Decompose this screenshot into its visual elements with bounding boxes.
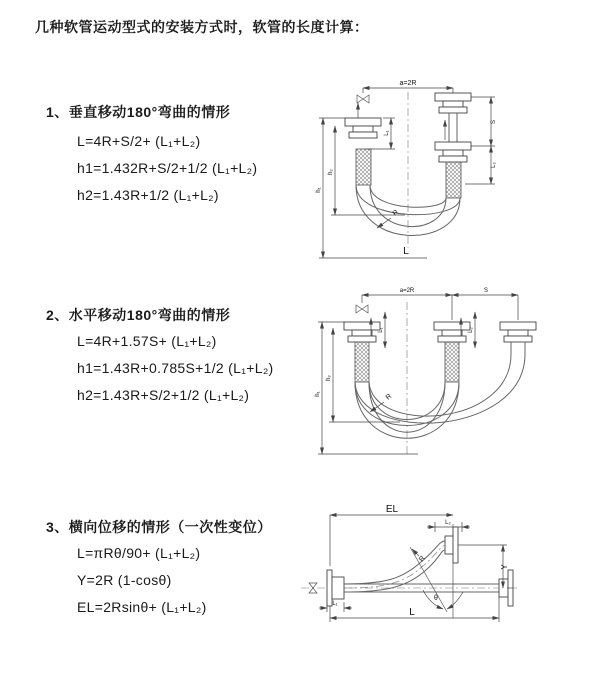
dimension-l1: [378, 312, 385, 348]
dimension-el: [330, 504, 453, 566]
section2-formula-h1: h1=1.43R+0.785S+1/2 (L₁+L₂): [77, 360, 274, 376]
dim-label-s: S: [491, 119, 497, 125]
dim-label-l1: L₁: [378, 327, 384, 333]
valve-icon: [357, 95, 369, 103]
angle-theta: [423, 590, 463, 609]
dim-label-l2: L₂: [445, 520, 451, 526]
dim-label-y: Y: [500, 564, 509, 570]
angle-label: θ: [434, 595, 438, 602]
radius-label: R: [384, 392, 394, 402]
upper-right-flange: [445, 527, 458, 563]
dim-label-a2r: a=2R: [399, 80, 417, 87]
dimension-s: [452, 288, 518, 295]
section2-formula-L: L=4R+1.57S+ (L₁+L₂): [77, 333, 217, 349]
dimension-h1: [316, 118, 427, 258]
dimension-l: [330, 597, 499, 622]
valve-icon: [356, 305, 368, 313]
radius-callout: [412, 549, 427, 563]
left-flange: [344, 322, 380, 382]
section1-formula-h1: h1=1.432R+S/2+1/2 (L₁+L₂): [77, 160, 258, 176]
valve-icon: [309, 583, 317, 593]
section3-heading: 3、横向位移的情形（一次性变位）: [46, 519, 272, 535]
dimension-s: [471, 97, 497, 146]
dim-label-h2: h₂: [328, 169, 334, 175]
diagram-lateral-displacement: [295, 500, 575, 660]
length-label: L: [403, 246, 409, 257]
radius-label: R: [418, 554, 427, 564]
dimension-l2: [468, 312, 475, 348]
dim-label-l1: L₁: [384, 130, 390, 136]
section3-formula-EL: EL=2Rsinθ+ (L₁+L₂): [77, 599, 207, 615]
dimension-l2: [427, 520, 470, 532]
dim-label-el: EL: [385, 504, 399, 515]
dimension-a-2r: [362, 288, 452, 295]
section3-formula-L: L=πRθ/90+ (L₁+L₂): [77, 545, 201, 561]
dimension-l1: [319, 601, 352, 612]
diagram-horizontal-180-bend: [300, 282, 560, 472]
right-pipe-assembly: [435, 93, 471, 198]
section1-heading: 1、垂直移动180°弯曲的情形: [46, 104, 231, 120]
diagram-vertical-180-bend: [305, 62, 555, 262]
dim-label-l1: L₁: [332, 601, 338, 607]
dimension-l2: [465, 146, 497, 184]
right-flange: [500, 322, 536, 354]
left-pipe-assembly: [345, 103, 381, 185]
dim-label-h1: h₁: [315, 391, 321, 397]
dimension-a-2r: [363, 80, 453, 93]
section1-formula-h2: h2=1.43R+1/2 (L₁+L₂): [77, 187, 219, 203]
dim-label-l2: L₂: [468, 327, 474, 333]
section1-formula-L: L=4R+S/2+ (L₁+L₂): [77, 133, 201, 149]
section3-formula-Y: Y=2R (1-cosθ): [77, 572, 172, 588]
dim-label-l: L: [409, 607, 415, 618]
section2-heading: 2、水平移动180°弯曲的情形: [46, 307, 231, 323]
page-title: 几种软管运动型式的安装方式时，软管的长度计算：: [35, 19, 369, 35]
radius-label: R: [391, 208, 401, 218]
middle-flange: [434, 322, 470, 382]
dim-label-l2: L₂: [491, 162, 497, 168]
section2-formula-h2: h2=1.43R+S/2+1/2 (L₁+L₂): [77, 387, 250, 403]
dim-label-h2: h₂: [326, 375, 332, 381]
dim-label-s: S: [483, 288, 489, 294]
dim-label-a2r: a=2R: [399, 288, 415, 294]
hose-u-bend-position2: [355, 354, 525, 423]
dim-label-h1: h₁: [316, 187, 322, 193]
